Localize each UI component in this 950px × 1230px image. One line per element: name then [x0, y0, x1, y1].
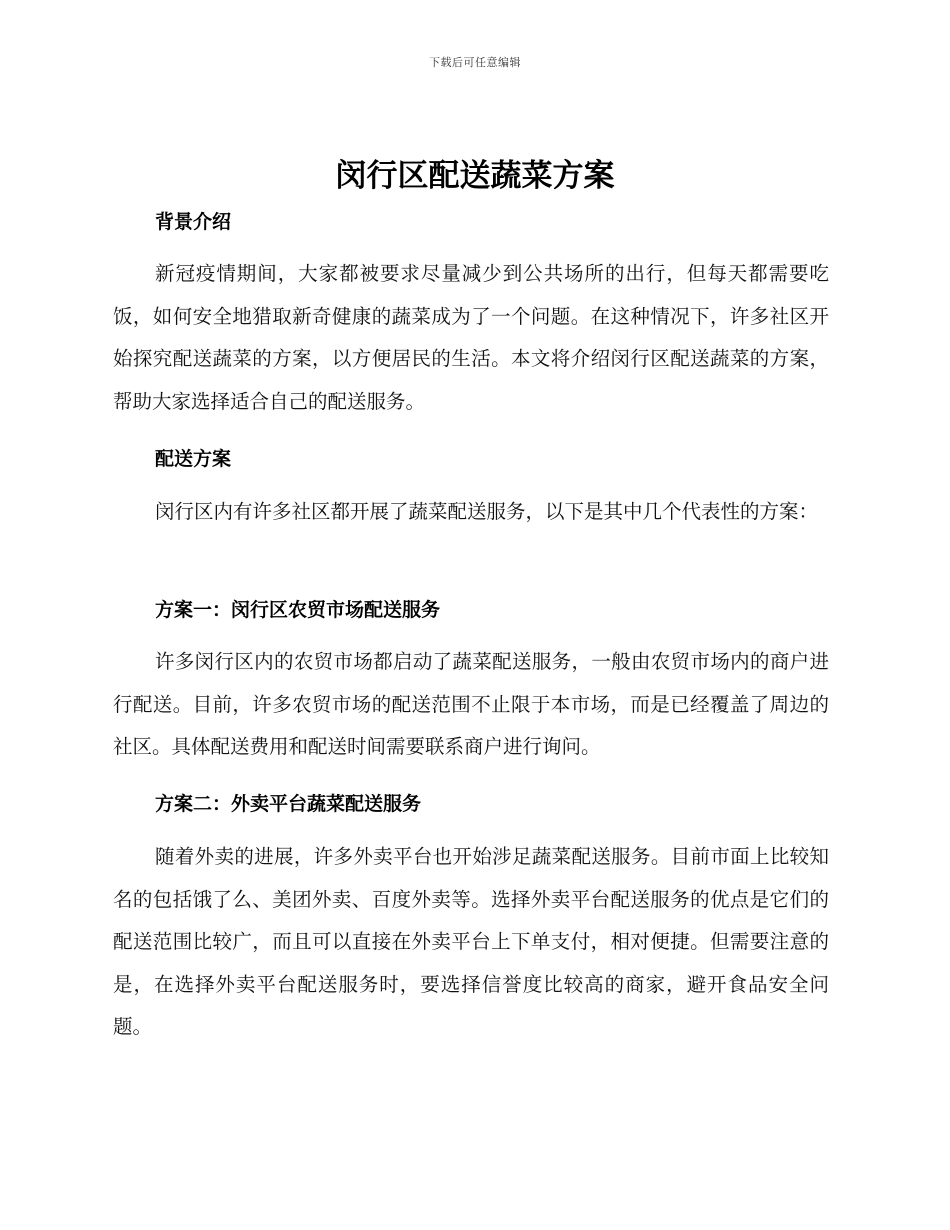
- document-title: 闵行区配送蔬菜方案: [335, 158, 615, 194]
- section-heading-plan-one: 方案一：闵行区农贸市场配送服务: [155, 599, 441, 621]
- header-note: 下载后可任意编辑: [429, 56, 521, 69]
- paragraph-delivery-plans: 闵行区内有许多社区都开展了蔬菜配送服务，以下是其中几个代表性的方案：: [155, 500, 819, 523]
- paragraph-background: 新冠疫情期间，大家都被要求尽量减少到公共场所的出行，但每天都需要吃饭，如何安全地猎取新奇健康的蔬菜成为了一个问题。在这种情况下，许多社区开始探究配送蔬菜的方案，以方便居民的生活。本文将介绍闵行区配送蔬菜的方案，帮助大家选择适合自己的配送服务。: [113, 262, 829, 413]
- section-heading-background: 背景介绍: [155, 211, 232, 233]
- paragraph-plan-two: 随着外卖的进展，许多外卖平台也开始涉足蔬菜配送服务。目前市面上比较知名的包括饿了么、美团外卖、百度外卖等。选择外卖平台配送服务的优点是它们的配送范围比较广，而且可以直接在外卖平台上下单支付，相对便捷。但需要注意的是，在选择外卖平台配送服务时，要选择信誉度比较高的商家，避开食品安全问题。: [113, 845, 829, 1038]
- paragraph-plan-one: 许多闵行区内的农贸市场都启动了蔬菜配送服务，一般由农贸市场内的商户进行配送。目前，许多农贸市场的配送范围不止限于本市场，而是已经覆盖了周边的社区。具体配送费用和配送时间需要联系商户进行询问。: [113, 650, 829, 758]
- section-heading-plan-two: 方案二：外卖平台蔬菜配送服务: [155, 793, 422, 815]
- section-heading-delivery-plans: 配送方案: [155, 448, 232, 470]
